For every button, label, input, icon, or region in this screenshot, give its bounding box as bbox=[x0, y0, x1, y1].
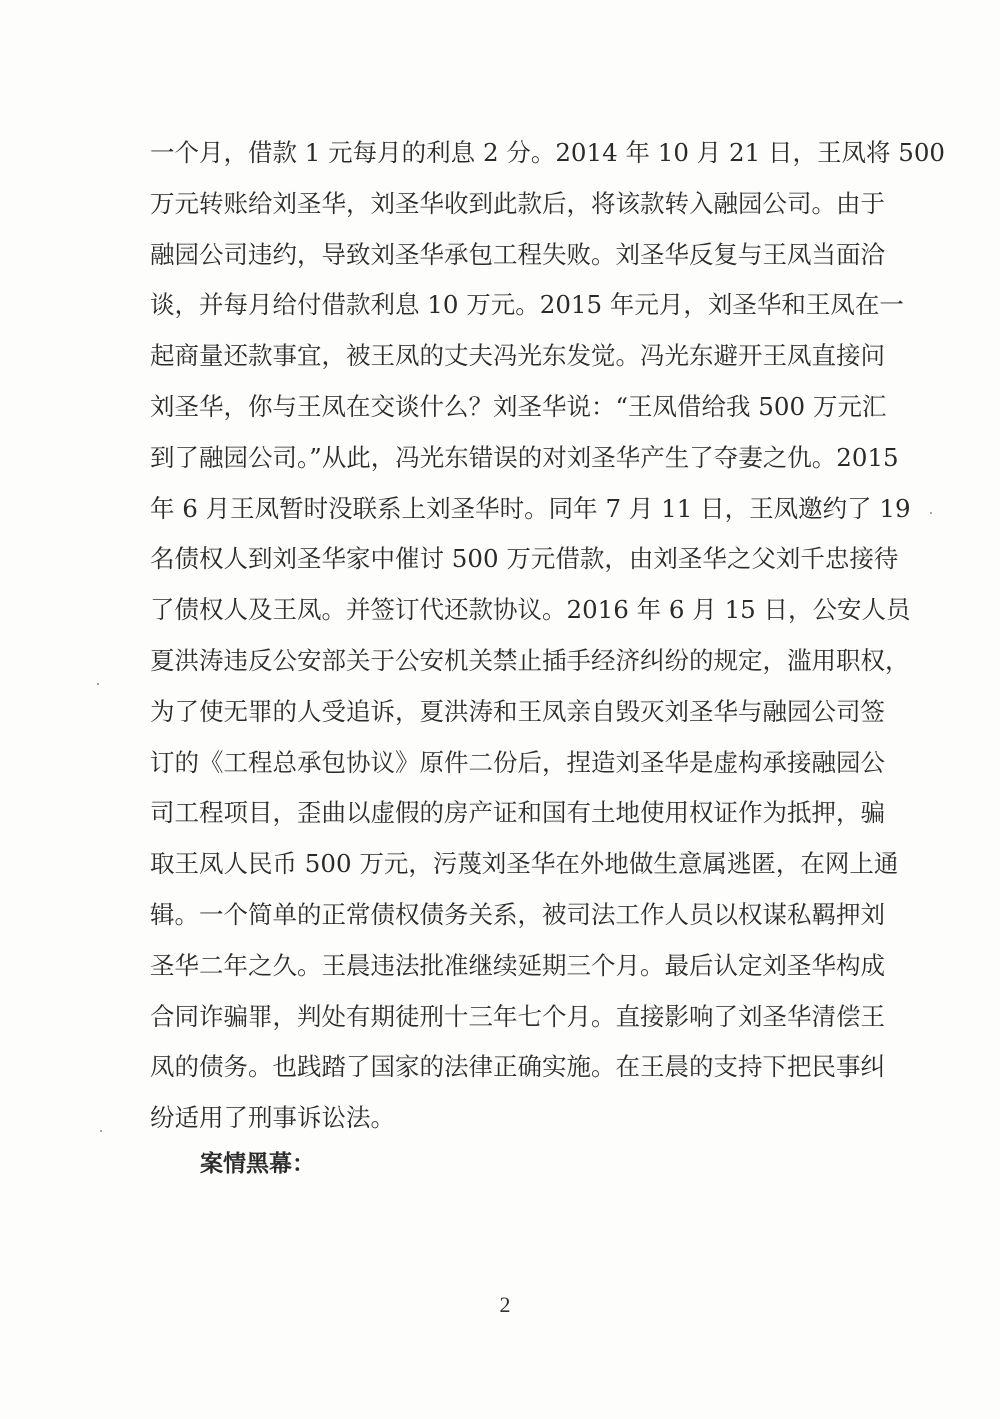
paragraph-line: 万元转账给刘圣华，刘圣华收到此款后，将该款转入融园公司。由于 bbox=[150, 188, 885, 218]
paragraph-line: 名债权人到刘圣华家中催讨 500 万元借款，由刘圣华之父刘千忠接待 bbox=[150, 544, 899, 574]
paragraph-line: 夏洪涛违反公安部关于公安机关禁止插手经济纠纷的规定，滥用职权， bbox=[150, 645, 910, 675]
paragraph-line: 到了融园公司。”从此，冯光东错误的对刘圣华产生了夺妻之仇。2015 bbox=[150, 442, 899, 472]
scan-speck bbox=[100, 1130, 102, 1132]
paragraph-line: 年 6 月王凤暂时没联系上刘圣华时。同年 7 月 11 日，王凤邀约了 19 bbox=[150, 493, 911, 523]
section-subheading: 案情黑幕： bbox=[200, 1151, 315, 1177]
paragraph-line: 圣华二年之久。王晨违法批准继续延期三个月。最后认定刘圣华构成 bbox=[150, 950, 885, 980]
paragraph-line: 了债权人及王凤。并签订代还款协议。2016 年 6 月 15 日，公安人员 bbox=[150, 595, 911, 625]
paragraph-line: 谈，并每月给付借款利息 10 万元。2015 年元月，刘圣华和王凤在一 bbox=[150, 290, 904, 320]
body-paragraph bbox=[150, 128, 946, 1144]
paragraph-line: 一个月，借款 1 元每月的利息 2 分。2014 年 10 月 21 日，王凤将 500 bbox=[150, 138, 946, 167]
paragraph-line: 融园公司违约，导致刘圣华承包工程失败。刘圣华反复与王凤当面洽 bbox=[150, 239, 885, 269]
page-number: 2 bbox=[499, 1292, 511, 1317]
paragraph-line: 纷适用了刑事诉讼法。 bbox=[150, 1103, 395, 1133]
paragraph-line: 刘圣华，你与王凤在交谈什么？刘圣华说：“王凤借给我 500 万元汇 bbox=[150, 391, 887, 421]
paragraph-line: 订的《工程总承包协议》原件二份后，捏造刘圣华是虚构承接融园公 bbox=[150, 747, 885, 777]
paragraph-line: 司工程项目，歪曲以虚假的房产证和国有土地使用权证作为抵押，骗 bbox=[150, 798, 885, 828]
paragraph-line: 辑。一个简单的正常债权债务关系，被司法工作人员以权谋私羁押刘 bbox=[150, 899, 885, 929]
scan-speck bbox=[97, 683, 99, 685]
paragraph-line: 起商量还款事宜，被王凤的丈夫冯光东发觉。冯光东避开王凤直接问 bbox=[150, 341, 885, 371]
paragraph-line: 为了使无罪的人受追诉，夏洪涛和王凤亲自毁灭刘圣华与融园公司签 bbox=[150, 696, 885, 726]
paragraph-line: 合同诈骗罪，判处有期徒刑十三年七个月。直接影响了刘圣华清偿王 bbox=[150, 1001, 885, 1031]
scan-speck bbox=[930, 512, 932, 514]
paragraph-line: 凤的债务。也践踏了国家的法律正确实施。在王晨的支持下把民事纠 bbox=[150, 1052, 885, 1082]
paragraph-line: 取王凤人民币 500 万元，污蔑刘圣华在外地做生意属逃匿，在网上通 bbox=[150, 849, 899, 879]
